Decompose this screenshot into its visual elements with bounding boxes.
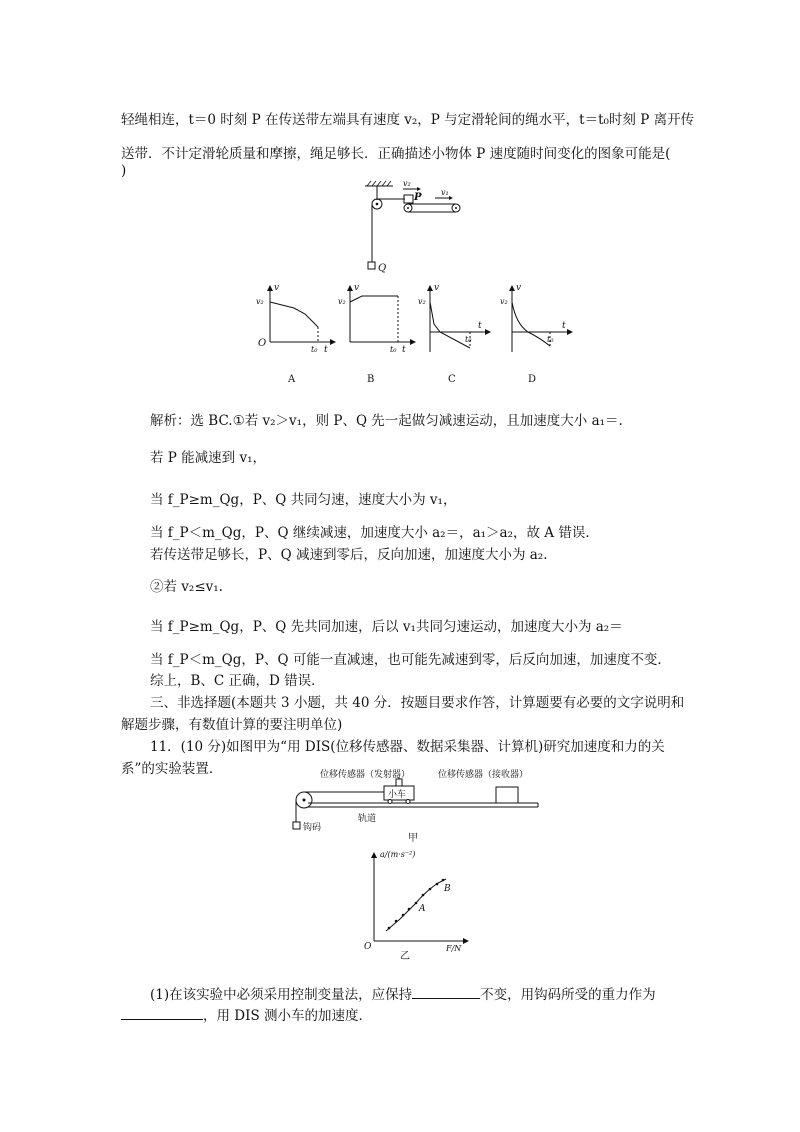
graph-a xyxy=(256,283,335,385)
solution-line-6: ②若 v₂≤v₁. xyxy=(150,579,223,595)
q11-line-2: 系”的实验装置． xyxy=(121,761,223,777)
section3-line-2: 解题步骤，有数值计算的要注明单位) xyxy=(121,717,343,733)
svg-text:t₀: t₀ xyxy=(465,335,472,344)
q11-part1-text-a: (1)在该实验中必须采用控制变量法，应保持 xyxy=(150,987,413,1003)
emitter-label: 位移传感器（发射器） xyxy=(320,770,411,780)
svg-text:v: v xyxy=(354,283,360,293)
q11-part1-line-2 xyxy=(121,1004,372,1024)
origin-label: O xyxy=(364,942,372,952)
solution-line-4: 当 f_P＜m_Qg，P、Q 继续减速，加速度大小 a₂＝，a₁＞a₂，故 A 错误． xyxy=(150,525,599,541)
hook-label: 钩码 xyxy=(303,823,322,833)
svg-text:v₂: v₂ xyxy=(338,297,346,306)
q11-line-1: 11．(10 分)如图甲为“用 DIS(位移传感器、数据采集器、计算机)研究加速度和力的关 xyxy=(150,739,665,755)
svg-text:t: t xyxy=(324,345,328,355)
graph-b xyxy=(338,283,415,385)
conveyor-apparatus-figure xyxy=(355,178,475,276)
solution-line-3: 当 f_P≥m_Qg，P、Q 共同匀速，速度大小为 v₁， xyxy=(150,492,457,508)
svg-text:t₀: t₀ xyxy=(390,345,397,354)
section3-heading xyxy=(150,691,684,711)
svg-text:t: t xyxy=(402,345,406,355)
point-a-label: A xyxy=(419,904,426,914)
q10-line1: 轻绳相连，t＝0 时刻 P 在传送带左端具有速度 v₂，P 与定滑轮间的绳水平，t＝t₀时刻 P 离开传 xyxy=(121,112,695,128)
svg-text:v: v xyxy=(434,283,440,293)
q-label: Q xyxy=(378,263,387,274)
graph-d-label: D xyxy=(528,374,537,385)
solution-line-1: 解析：选 BC.①若 v₂＞v₁，则 P、Q 先一起做匀减速运动，且加速度大小 a₁＝. xyxy=(150,413,623,429)
svg-text:v₂: v₂ xyxy=(256,297,264,306)
solution-line-8: 当 f_P＜m_Qg，P、Q 可能一直减速，也可能先减速到零，后反向加速，加速度不变． xyxy=(150,652,671,668)
receiver-label: 位移传感器（接收器） xyxy=(438,770,529,780)
svg-text:v₂: v₂ xyxy=(500,297,508,306)
svg-text:v: v xyxy=(516,283,522,293)
v1-label: v₁ xyxy=(441,188,449,197)
svg-text:v: v xyxy=(274,283,280,293)
graph-d xyxy=(500,283,572,385)
a-f-graph-figure xyxy=(360,845,480,960)
vt-graphs-figure xyxy=(250,280,580,390)
answer-blank-1[interactable] xyxy=(412,984,480,999)
fig-yi-caption: 乙 xyxy=(400,951,410,960)
svg-text:t: t xyxy=(562,321,566,331)
svg-text:v₂: v₂ xyxy=(418,297,426,306)
solution-line-7: 当 f_P≥m_Qg，P、Q 先共同加速，后以 v₁共同匀速运动，加速度大小为 a₂＝ xyxy=(150,619,623,635)
track-label: 轨道 xyxy=(358,814,377,824)
section3-line-1: 三、非选择题(本题共 3 小题，共 40 分．按题目要求作答，计算题要有必要的文字说明和 xyxy=(150,695,685,711)
v2-label: v₂ xyxy=(403,179,411,188)
q10-line2: 送带．不计定滑轮质量和摩擦，绳足够长．正确描述小物体 P 速度随时间变化的图象可能是( xyxy=(121,146,671,162)
x-axis-label: F/N xyxy=(446,944,462,953)
graph-c xyxy=(418,283,490,385)
q11-part1-line-1 xyxy=(150,983,656,1003)
svg-text:t: t xyxy=(478,321,482,331)
q11-part1-text-b: 不变，用钩码所受的重力作为 xyxy=(480,987,656,1003)
graph-b-label: B xyxy=(367,374,375,385)
svg-text:t₀: t₀ xyxy=(311,345,318,354)
solution-line-5: 若传送带足够长，P、Q 减速到零后，反向加速，加速度大小为 a₂. xyxy=(150,547,548,563)
point-b-label: B xyxy=(444,884,451,894)
dis-apparatus-figure xyxy=(288,765,548,845)
svg-text:t₀: t₀ xyxy=(547,335,554,344)
y-axis-label: a/(m·s⁻²) xyxy=(380,850,416,859)
q10-line3: ) xyxy=(121,163,127,179)
graph-c-label: C xyxy=(448,374,456,385)
p-label: P xyxy=(414,192,422,203)
solution-line-2: 若 P 能减速到 v₁， xyxy=(150,450,266,466)
svg-text:O: O xyxy=(258,338,267,349)
answer-blank-2[interactable] xyxy=(121,1005,203,1020)
graph-a-label: A xyxy=(288,374,296,385)
solution-line-9: 综上，B、C 正确，D 错误． xyxy=(150,673,325,689)
fig-jia-caption: 甲 xyxy=(408,833,418,844)
car-label: 小车 xyxy=(388,790,407,800)
q11-part1-text-c: ，用 DIS 测小车的加速度． xyxy=(203,1008,372,1024)
